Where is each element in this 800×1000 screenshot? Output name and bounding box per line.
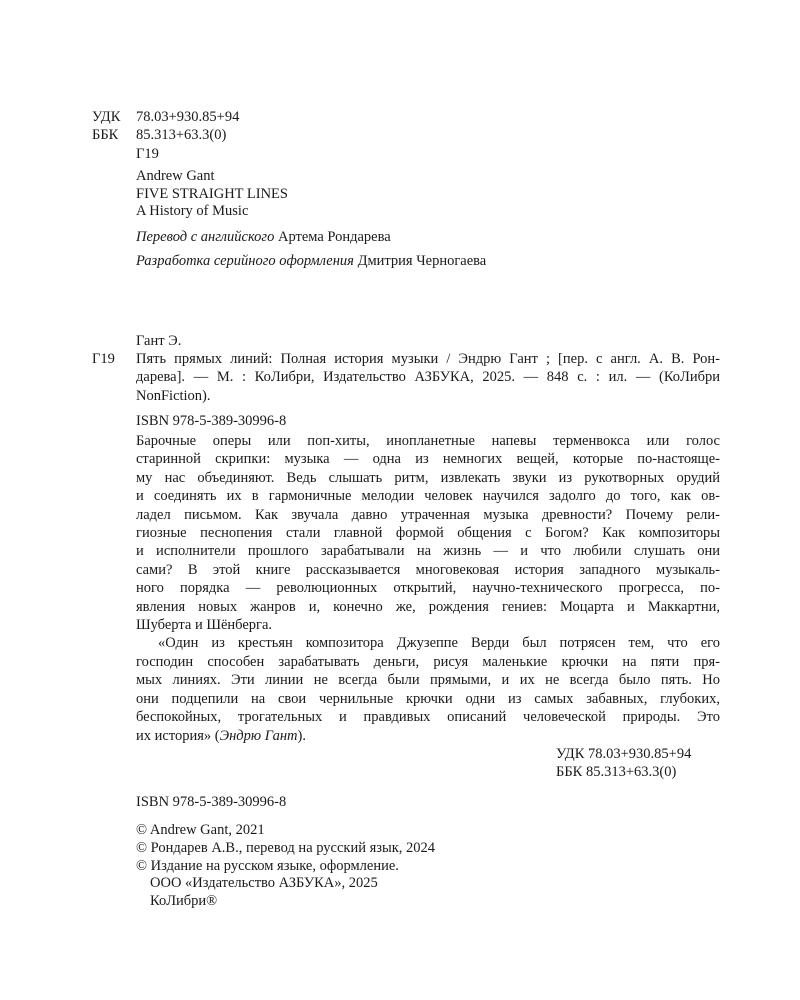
annotation-line: Шуберта и Шёнберга. [136, 617, 273, 634]
annotation-line: гиозные песнопения стали главной формой общения с Богом? Как композиторы [136, 525, 720, 542]
annotation-line: «Один из крестьян композитора Джузеппе Верди был потрясен тем, что его [158, 635, 720, 652]
annotation-line: Барочные оперы или поп-хиты, инопланетные напевы терменвокса или голос [136, 433, 720, 449]
catalog-author: Гант Э. [136, 333, 182, 349]
annotation-line: сами? В этой книге рассказывается многовековая история западного музыкаль- [136, 561, 720, 578]
quote-end: их история» ( [136, 727, 220, 744]
annotation-line: и соединять их в гармоничные мелодии человек научился задолго до того, как ов- [136, 488, 720, 505]
original-title: FIVE STRAIGHT LINES [136, 185, 288, 202]
original-edition [136, 168, 288, 221]
annotation-line: господин способен зарабатывать деньги, рисуя маленькие крючки на пяти пря- [136, 653, 720, 670]
quote-attribution [136, 727, 720, 745]
design-credit: Разработка серийного оформления Дмитрия Черногаева [136, 253, 487, 269]
original-author: Andrew Gant [136, 168, 215, 184]
classification-block [92, 108, 239, 163]
annotation-line: му нас объединяют. Ведь слышать ритм, извлекать звуки из рукотворных орудий [136, 469, 720, 486]
translator-credit: Перевод с английского Артема Рондарева [136, 229, 391, 245]
catalog-code: Г19 [92, 351, 115, 367]
bbk-line: ББК 85.313+63.3(0) [92, 127, 227, 144]
quote-author: Эндрю Гант [219, 727, 298, 744]
original-subtitle: A History of Music [136, 203, 249, 219]
annotation-line: и исполнители прошлого зарабатывали на жизнь — и что любили слушать они [136, 543, 720, 560]
annotation-line: мых линиях. Эти линии не всегда были прямыми, и их не всегда было пять. Но [136, 672, 720, 689]
catalog-description: Пять прямых линий: Полная история музыки / Эндрю Гант ; [пер. с англ. А. В. Рон- дарева]. — М. : КоЛибри, Издательство АЗБУКА, 2025. — 848 с. : ил. — (КоЛибри NonFiction). [136, 351, 720, 404]
catalog-isbn: ISBN 978-5-389-30996-8 [136, 413, 287, 429]
copyrights: © Andrew Gant, 2021 © Рондарев А.В., перевод на русский язык, 2024 © Издание на русском языке, оформление. ООО «Издательство АЗБУКА», 2025 КоЛибри® [136, 822, 436, 910]
isbn: ISBN 978-5-389-30996-8 [136, 794, 287, 810]
annotation-line: явления новых жанров и, конечно же, рождения гениев: Моцарта и Маккартни, [136, 598, 720, 615]
quote-close: ). [297, 727, 307, 744]
annotation-line: они подцепили на свои чернильные крючки одни из самых забавных, глубоких, [136, 690, 720, 707]
udk-line: УДК 78.03+930.85+94 [92, 109, 240, 125]
annotation-line: старинной скрипки: музыка — одна из немногих вещей, которые по-настояще- [136, 451, 720, 468]
annotation-line: беспокойных, трогательных и правдивых описаний человеческой природы. Это [136, 709, 720, 726]
annotation [136, 432, 720, 745]
footer-codes: УДК 78.03+930.85+94 ББК 85.313+63.3(0) [556, 746, 692, 781]
author-mark: Г19 [136, 145, 159, 162]
annotation-line: ного порядка — революционных открытий, научно-технического прогресса, по- [136, 580, 720, 597]
annotation-line: ладел письмом. Как звучала давно утраченная музыка древности? Почему рели- [136, 506, 720, 523]
